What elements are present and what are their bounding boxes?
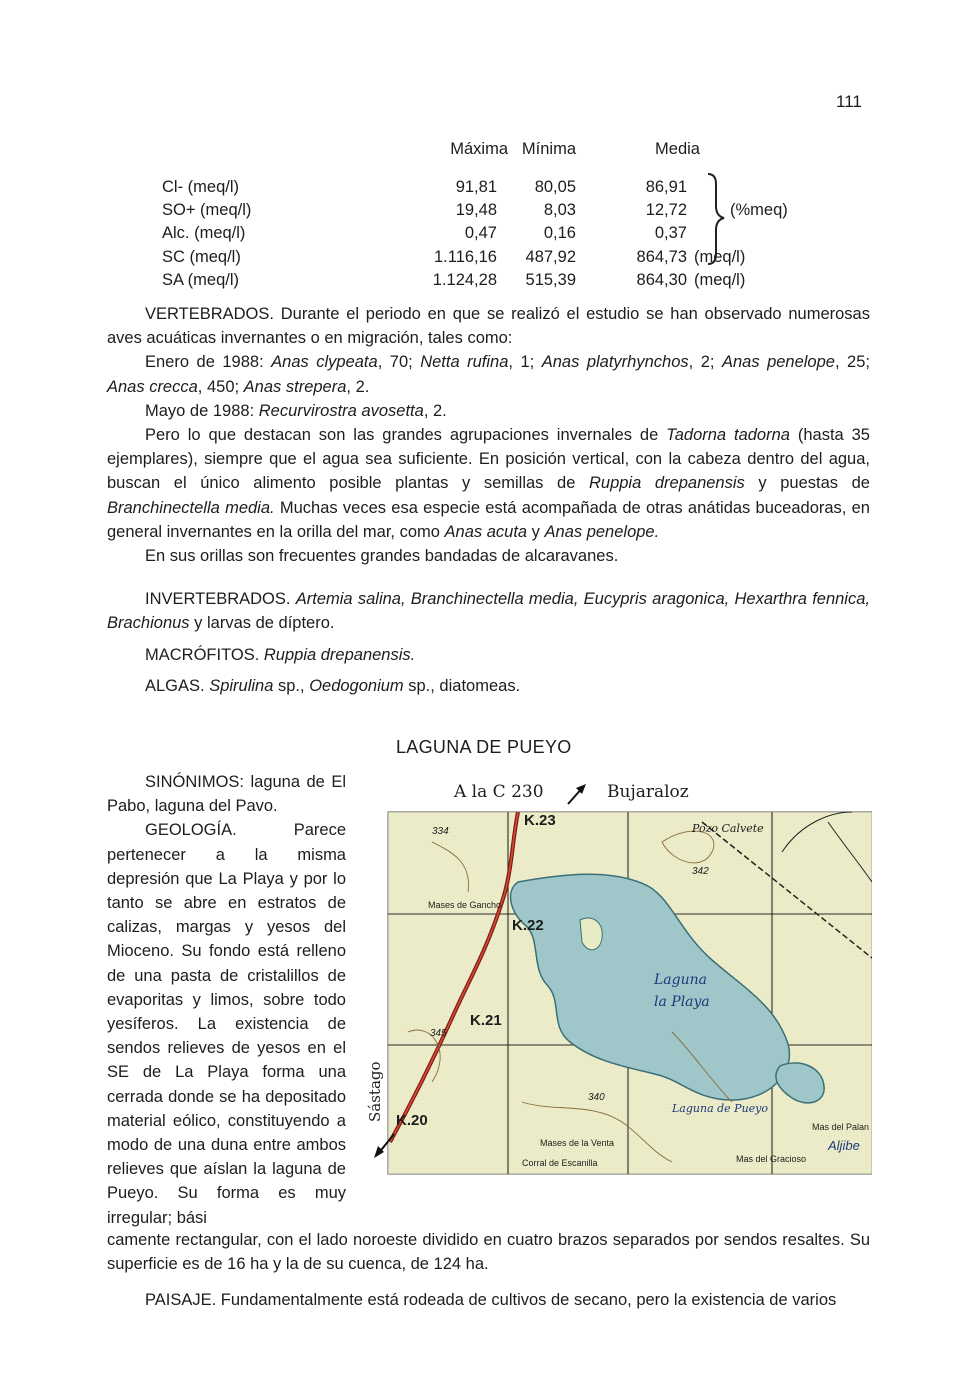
text: y puestas de [744, 474, 870, 493]
alcaravanes-paragraph: En sus orillas son frecuentes grandes bandadas de alcaravanes. [145, 547, 619, 566]
map-label-k23: K.23 [524, 812, 556, 829]
row-label: Alc. (meq/l) [162, 224, 246, 242]
row-unit: (meq/l) [694, 271, 746, 289]
row-unit: (meq/l) [694, 248, 746, 266]
brace-icon [700, 170, 730, 270]
algas-label: ALGAS. [145, 677, 210, 695]
count: , 1; [508, 353, 542, 372]
species: Tadorna tadorna [666, 426, 790, 445]
count: , 2; [688, 353, 722, 372]
north-arrow-icon [568, 784, 586, 804]
page-number: 111 [836, 92, 862, 111]
map-label-pueyo: Laguna de Pueyo [672, 1102, 769, 1115]
map-label-k20: K.20 [396, 1112, 428, 1129]
left-column [107, 770, 346, 1230]
macrofitos-label: MACRÓFITOS. [145, 646, 264, 664]
row-max: 1.116,16 [433, 248, 497, 266]
row-label: SA (meq/l) [162, 271, 240, 289]
text: sp., diatomeas. [403, 677, 521, 695]
species: Netta rufina [420, 353, 509, 372]
section-title: LAGUNA DE PUEYO [396, 737, 572, 757]
map-label-laguna: Laguna [654, 972, 707, 988]
map-label-pozo: Pozo Calvete [692, 822, 764, 835]
map-figure [366, 782, 872, 1202]
count: , 450; [197, 377, 244, 396]
mayo-label: Mayo de 1988: [145, 401, 259, 420]
map-label-la-playa: la Playa [654, 994, 710, 1010]
row-min: 0,16 [543, 224, 576, 242]
species: Artemia salina, Branchinectella media, Eucypris aragonica, Hexarthra fennica, Brachionus [107, 590, 870, 633]
text: Pero lo que destacan son las grandes agrupaciones invernales de [145, 426, 667, 445]
text: sp., [273, 677, 310, 695]
map-label-venta: Mases de la Venta [540, 1138, 615, 1148]
map-label-corral: Corral de Escanilla [522, 1158, 598, 1168]
tadorna-paragraph [107, 423, 870, 544]
header-max: Máxima [450, 140, 508, 158]
count: , 2. [346, 377, 370, 396]
map-label-k22: K.22 [512, 917, 544, 934]
map-label-334: 334 [432, 826, 449, 837]
enero-label: Enero de 1988: [145, 353, 272, 372]
forma-continuation [107, 1228, 870, 1313]
species: Anas penelope [721, 353, 835, 372]
row-mean: 0,37 [654, 224, 687, 242]
mayo-paragraph [107, 399, 870, 423]
map-label-345: 345 [430, 1028, 447, 1039]
row-unit: (%meq) [730, 201, 788, 219]
species: Spirulina [209, 677, 274, 695]
macrofitos-paragraph [107, 643, 870, 667]
invertebrados-label: INVERTEBRADOS. [145, 590, 296, 608]
row-mean: 12,72 [645, 201, 687, 219]
vertebrados-section [107, 302, 870, 568]
row-label: Cl- (meq/l) [162, 178, 239, 196]
text: Muchas veces esa especie está acompañada de otras anátidas buceadoras, en general invernantes en la orilla del mar, como [107, 498, 870, 541]
species: Anas platyrhynchos [541, 353, 689, 372]
row-min: 487,92 [525, 248, 576, 266]
map-label-342: 342 [692, 866, 709, 877]
header-min: Mínima [521, 140, 576, 158]
row-max: 91,81 [455, 178, 497, 196]
map-graphic [372, 782, 872, 1202]
row-max: 0,47 [464, 224, 497, 242]
species: Anas penelope. [544, 522, 660, 541]
row-min: 8,03 [543, 201, 576, 219]
row-mean: 86,91 [645, 178, 687, 196]
species: Oedogonium [309, 677, 404, 695]
map-label-graciosa: Mas del Gracioso [736, 1154, 807, 1164]
vertebrados-intro: VERTEBRADOS. Durante el periodo en que se realizó el estudio se han observado numerosas aves acuáticas invernantes o en migración, tales como: [107, 305, 870, 348]
count: , 25; [834, 353, 870, 372]
species: Anas clypeata [271, 353, 378, 372]
map-label-340: 340 [588, 1092, 605, 1103]
map-top-right-label: Bujaraloz [607, 782, 689, 802]
text: y larvas de díptero. [189, 614, 335, 633]
invertebrados-paragraph [107, 587, 870, 635]
forma-text: camente rectangular, con el lado noroeste dividido en cuatro brazos separados por sendos resaltes. Su superficie es de 16 ha y la de su cuenca, de 124 ha. [107, 1231, 870, 1274]
row-min: 80,05 [534, 178, 576, 196]
species: Branchinectella media. [107, 498, 275, 517]
species: Anas crecca [107, 377, 198, 396]
species: Anas acuta [444, 522, 528, 541]
row-min: 515,39 [525, 271, 576, 289]
sinonimos-paragraph: SINÓNIMOS: laguna de El Pabo, laguna del Pavo. [107, 773, 346, 816]
paisaje-paragraph: PAISAJE. Fundamentalmente está rodeada de cultivos de secano, pero la existencia de varios [145, 1291, 837, 1310]
map-top-left-label: A la C 230 [454, 782, 544, 802]
row-max: 1.124,28 [432, 271, 497, 289]
count: , 2. [423, 401, 447, 420]
species: Anas strepera [243, 377, 347, 396]
row-label: SC (meq/l) [162, 248, 241, 266]
species: Ruppia drepanensis [588, 474, 745, 493]
row-mean: 864,30 [636, 271, 687, 289]
species: Recurvirostra avosetta [258, 401, 424, 420]
enero-paragraph [107, 350, 870, 398]
row-mean: 864,73 [636, 248, 687, 266]
map-label-mases: Mases de Gancho [428, 900, 502, 910]
algas-paragraph [107, 674, 870, 698]
text: (hasta 35 ejemplares), siempre que el agua sea suficiente. En posición vertical, con la cabeza dentro del agua, buscan el único alimento posible plantas y semillas de [107, 426, 870, 493]
row-max: 19,48 [455, 201, 497, 219]
row-label: SO+ (meq/l) [162, 201, 252, 219]
header-mean: Media [655, 140, 700, 158]
map-label-palan: Mas del Palan [812, 1122, 870, 1132]
geologia-paragraph: GEOLOGÍA. Parece pertenecer a la misma depresión que La Playa y por lo tanto se abre en estratos de calizas, margas y yesos del Mioceno. Su fondo está relleno de una pasta de cristalillos de evaporitas y limos, sobre todo yesíferos. La existencia de sendos relieves de yesos en el SE de La Playa forma una cerrada donde se ha depositado material eólico, constituyendo a modo de una duna entre ambos relieves que aíslan la laguna de Pueyo. Su forma es muy irregular; bási [107, 821, 346, 1227]
map-side-label: Sástago [366, 1061, 384, 1122]
species: Ruppia drepanensis. [263, 646, 416, 664]
text: y [527, 522, 545, 541]
map-label-k21: K.21 [470, 1012, 502, 1029]
count: , 70; [377, 353, 421, 372]
map-label-aljibe: Aljibe [828, 1138, 860, 1153]
